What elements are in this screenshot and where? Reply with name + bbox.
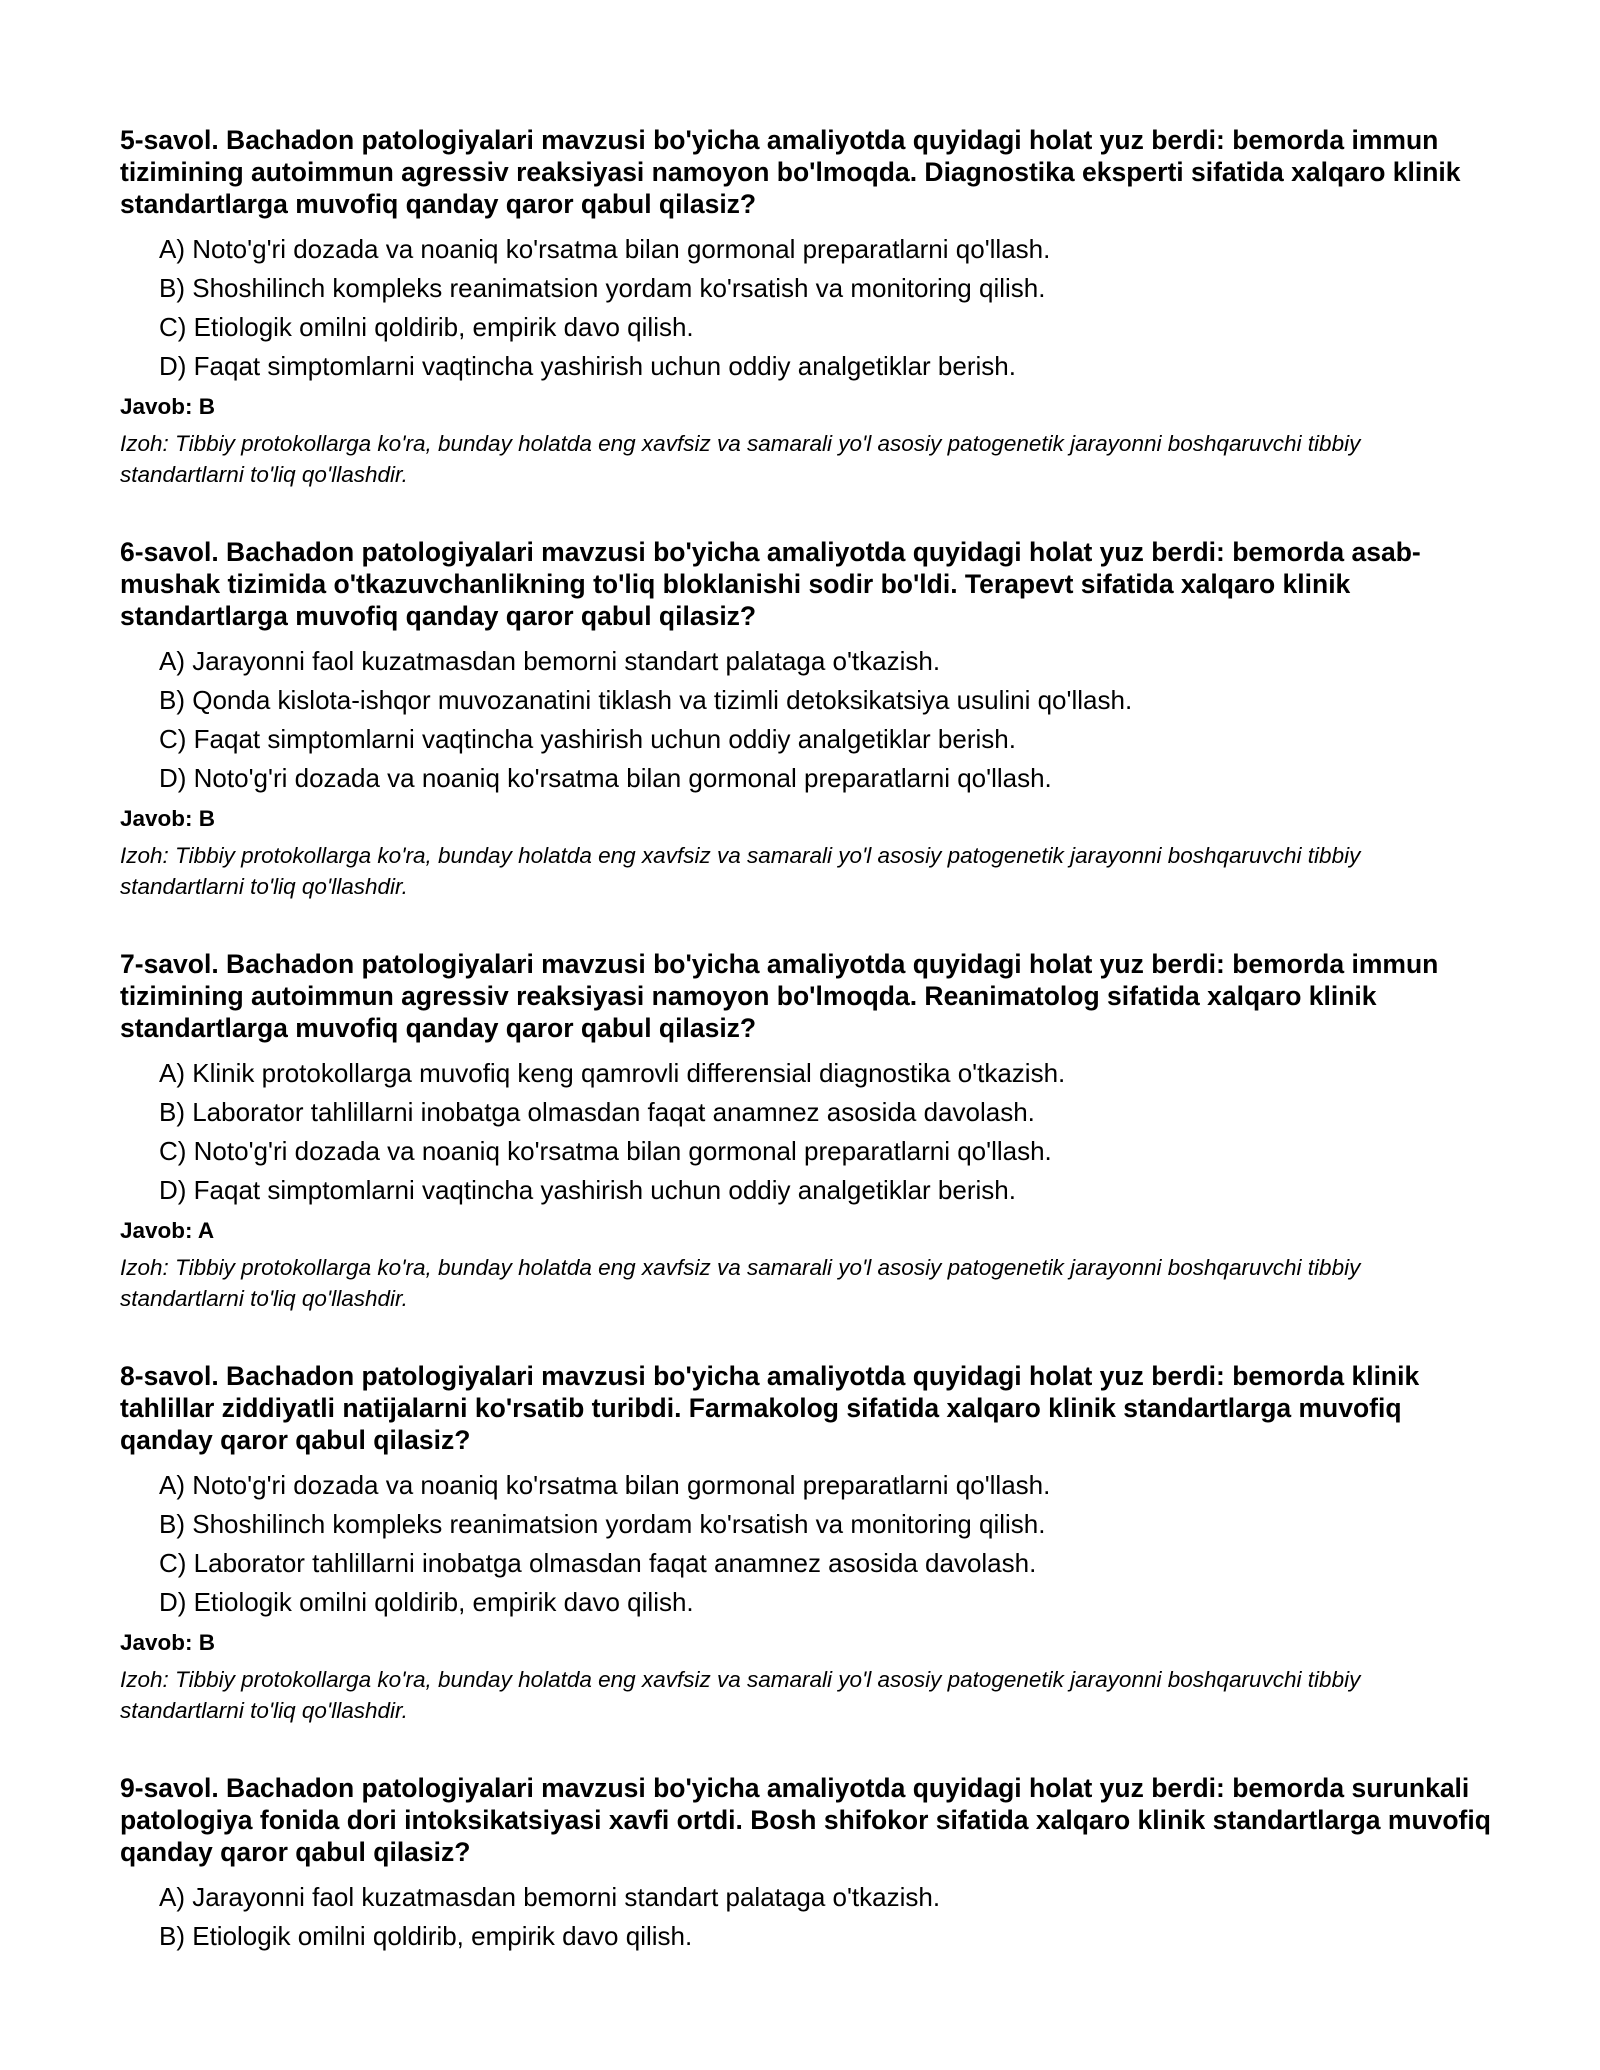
- option-a: A) Jarayonni faol kuzatmasdan bemorni standart palataga o'tkazish.: [159, 1882, 941, 1912]
- option-a: A) Jarayonni faol kuzatmasdan bemorni standart palataga o'tkazish.: [159, 646, 941, 676]
- question-title: 5-savol. Bachadon patologiyalari mavzusi bo'yicha amaliyotda quyidagi holat yuz berdi: bemorda immun tizimining autoimmun agressiv reaksiyasi namoyon bo'lmoqda. Diagnostika eksperti sifatida xalqaro klinik standartlarga muvofiq qanday qaror qabul qilasiz?: [120, 125, 1461, 219]
- option-a: A) Klinik protokollarga muvofiq keng qamrovli differensial diagnostika o'tkazish.: [159, 1058, 1066, 1088]
- answer-label: Javob: B: [120, 1630, 216, 1655]
- answer-label: Javob: B: [120, 806, 216, 831]
- option-c: C) Faqat simptomlarni vaqtincha yashirish uchun oddiy analgetiklar berish.: [159, 724, 1016, 754]
- question-9: [120, 1772, 1500, 1956]
- option-c: C) Laborator tahlillarni inobatga olmasdan faqat anamnez asosida davolash.: [159, 1548, 1037, 1578]
- option-b: B) Qonda kislota-ishqor muvozanatini tiklash va tizimli detoksikatsiya usulini qo'llash.: [159, 685, 1133, 715]
- answer-label: Javob: A: [120, 1218, 215, 1243]
- option-a: A) Noto'g'ri dozada va noaniq ko'rsatma bilan gormonal preparatlarni qo'llash.: [159, 1470, 1051, 1500]
- option-list: [120, 230, 1500, 386]
- explanation-note: Izoh: Tibbiy protokollarga ko'ra, bunday holatda eng xavfsiz va samarali yo'l asosiy patogenetik jarayonni boshqaruvchi tibbiy standartlarni to'liq qo'llashdir.: [120, 431, 1361, 487]
- option-list: [120, 1466, 1500, 1622]
- option-c: C) Noto'g'ri dozada va noaniq ko'rsatma bilan gormonal preparatlarni qo'llash.: [159, 1136, 1052, 1166]
- question-title: 7-savol. Bachadon patologiyalari mavzusi bo'yicha amaliyotda quyidagi holat yuz berdi: bemorda immun tizimining autoimmun agressiv reaksiyasi namoyon bo'lmoqda. Reanimatolog sifatida xalqaro klinik standartlarga muvofiq qanday qaror qabul qilasiz?: [120, 949, 1439, 1043]
- question-title: 8-savol. Bachadon patologiyalari mavzusi bo'yicha amaliyotda quyidagi holat yuz berdi: bemorda klinik tahlillar ziddiyatli natijalarni ko'rsatib turibdi. Farmakolog sifatida xalqaro klinik standartlarga muvofiq qanday qaror qabul qilasiz?: [120, 1361, 1420, 1455]
- option-d: D) Faqat simptomlarni vaqtincha yashirish uchun oddiy analgetiklar berish.: [159, 351, 1016, 381]
- option-b: B) Etiologik omilni qoldirib, empirik davo qilish.: [159, 1921, 693, 1951]
- question-7: [120, 948, 1500, 1314]
- option-b: B) Laborator tahlillarni inobatga olmasdan faqat anamnez asosida davolash.: [159, 1097, 1035, 1127]
- option-d: D) Etiologik omilni qoldirib, empirik davo qilish.: [159, 1587, 694, 1617]
- explanation-note: Izoh: Tibbiy protokollarga ko'ra, bunday holatda eng xavfsiz va samarali yo'l asosiy patogenetik jarayonni boshqaruvchi tibbiy standartlarni to'liq qo'llashdir.: [120, 843, 1361, 899]
- question-6: [120, 536, 1500, 902]
- question-title: 6-savol. Bachadon patologiyalari mavzusi bo'yicha amaliyotda quyidagi holat yuz berdi: bemorda asab-mushak tizimida o'tkazuvchanlikning to'liq bloklanishi sodir bo'ldi. Terapevt sifatida xalqaro klinik standartlarga muvofiq qanday qaror qabul qilasiz?: [120, 537, 1421, 631]
- option-c: C) Etiologik omilni qoldirib, empirik davo qilish.: [159, 312, 694, 342]
- option-b: B) Shoshilinch kompleks reanimatsion yordam ko'rsatish va monitoring qilish.: [159, 273, 1046, 303]
- answer-label: Javob: B: [120, 394, 216, 419]
- option-list: [120, 1054, 1500, 1210]
- question-title: 9-savol. Bachadon patologiyalari mavzusi bo'yicha amaliyotda quyidagi holat yuz berdi: bemorda surunkali patologiya fonida dori intoksikatsiyasi xavfi ortdi. Bosh shifokor sifatida xalqaro klinik standartlarga muvofiq qanday qaror qabul qilasiz?: [120, 1773, 1491, 1867]
- question-8: [120, 1360, 1500, 1726]
- explanation-note: Izoh: Tibbiy protokollarga ko'ra, bunday holatda eng xavfsiz va samarali yo'l asosiy patogenetik jarayonni boshqaruvchi tibbiy standartlarni to'liq qo'llashdir.: [120, 1255, 1361, 1311]
- option-a: A) Noto'g'ri dozada va noaniq ko'rsatma bilan gormonal preparatlarni qo'llash.: [159, 234, 1051, 264]
- explanation-note: Izoh: Tibbiy protokollarga ko'ra, bunday holatda eng xavfsiz va samarali yo'l asosiy patogenetik jarayonni boshqaruvchi tibbiy standartlarni to'liq qo'llashdir.: [120, 1667, 1361, 1723]
- option-b: B) Shoshilinch kompleks reanimatsion yordam ko'rsatish va monitoring qilish.: [159, 1509, 1046, 1539]
- option-list: [120, 1878, 1500, 1956]
- option-list: [120, 642, 1500, 798]
- option-d: D) Faqat simptomlarni vaqtincha yashirish uchun oddiy analgetiklar berish.: [159, 1175, 1016, 1205]
- document-page: [120, 124, 1500, 2002]
- question-5: [120, 124, 1500, 490]
- option-d: D) Noto'g'ri dozada va noaniq ko'rsatma bilan gormonal preparatlarni qo'llash.: [159, 763, 1052, 793]
